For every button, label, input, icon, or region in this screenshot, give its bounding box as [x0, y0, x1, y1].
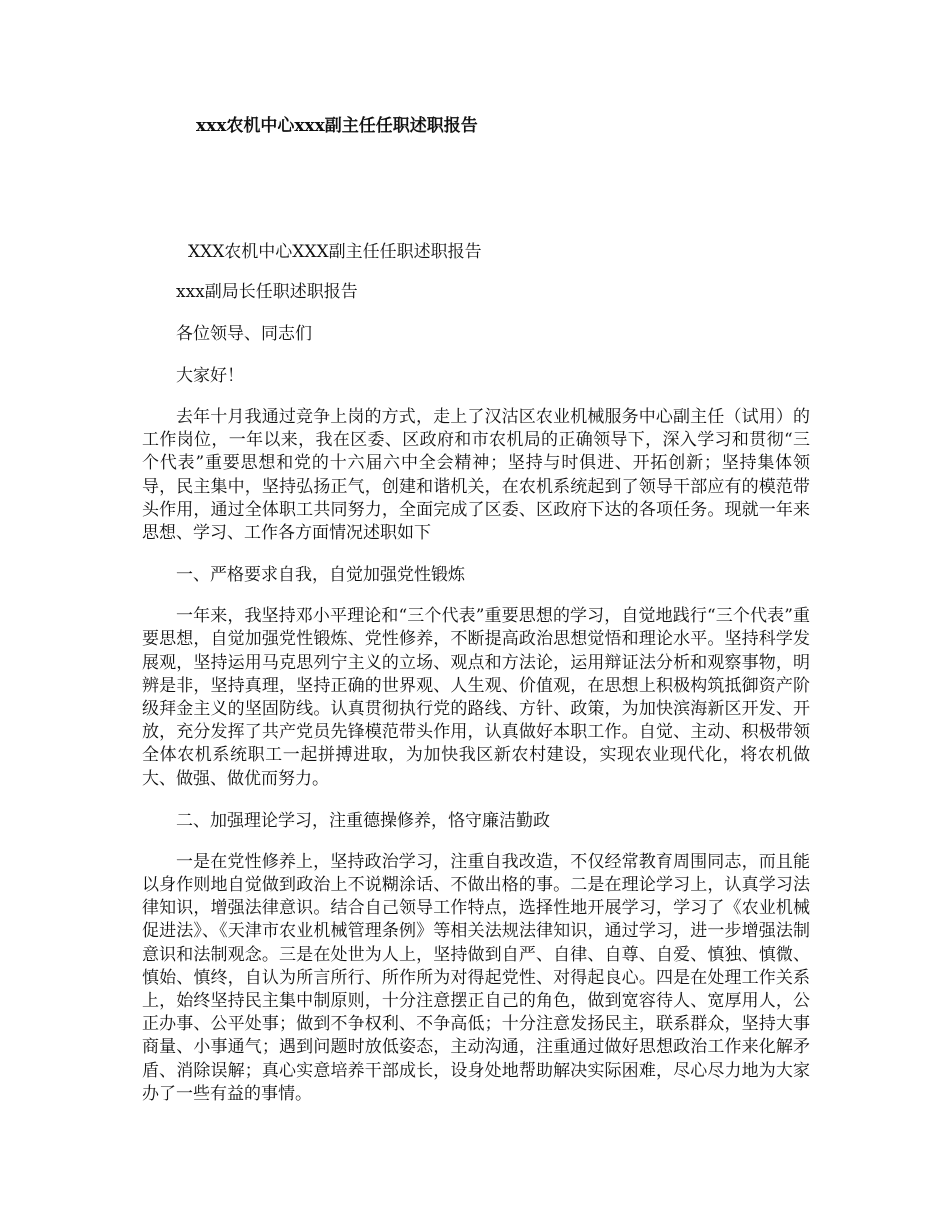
- intro-paragraph: 去年十月我通过竞争上岗的方式，走上了汉沽区农业机械服务中心副主任（试用）的工作岗位，一年以来，我在区委、区政府和市农机局的正确领导下，深入学习和贯彻“三个代表”重要思想和党的十六届六中全会精神；坚持与时俱进、开拓创新；坚持集体领导，民主集中，坚持弘扬正气，创建和谐机关，在农机系统起到了领导干部应有的模范带头作用，通过全体职工共同努力，全面完成了区委、区政府下达的各项任务。现就一年来思想、学习、工作各方面情况述职如下: [142, 407, 810, 544]
- section-heading-1: 一、严格要求自我，自觉加强党性锻炼: [176, 565, 465, 586]
- main-title: XXX农机中心XXX副主任任职述职报告: [188, 242, 482, 262]
- document-top-title: xxx农机中心xxx副主任任职述职报告: [196, 116, 478, 136]
- document-body: [142, 240, 810, 1124]
- section-heading-2: 二、加强理论学习，注重德操修养，恪守廉洁勤政: [176, 810, 550, 831]
- salutation: 各位领导、同志们: [176, 324, 312, 344]
- section-paragraph-1: 一年来，我坚持邓小平理论和“三个代表”重要思想的学习，自觉地践行“三个代表”重要思想，自觉加强党性锻炼、党性修养，不断提高政治思想觉悟和理论水平。坚持科学发展观，坚持运用马克思列宁主义的立场、观点和方法论，运用辩证法分析和观察事物，明辨是非，坚持真理，坚持正确的世界观、人生观、价值观，在思想上积极构筑抵御资产阶级拜金主义的坚固防线。认真贯彻执行党的路线、方针、政策，为加快滨海新区开发、开放，充分发挥了共产党员先锋模范带头作用，认真做好本职工作。自觉、主动、积极带领全体农机系统职工一起拼搏进取，为加快我区新农村建设，实现农业现代化，将农机做大、做强、做优而努力。: [142, 606, 810, 789]
- subtitle: xxx副局长任职述职报告: [176, 282, 358, 302]
- greeting: 大家好！: [176, 366, 244, 386]
- section-paragraph-2: 一是在党性修养上，坚持政治学习，注重自我改造，不仅经常教育周围同志，而且能以身作则地自觉做到政治上不说糊涂话、不做出格的事。二是在理论学习上，认真学习法律知识，增强法律意识。结合自己领导工作特点，选择性地开展学习，学习了《农业机械促进法》、《天津市农业机械管理条例》等相关法规法律知识，通过学习，进一步增强法制意识和法制观念。三是在处世为人上，坚持做到自严、自律、自尊、自爱、慎独、慎微、慎始、慎终，自认为所言所行、所作所为对得起党性、对得起良心。四是在处理工作关系上，始终坚持民主集中制原则，十分注意摆正自己的角色，做到宽容待人、宽厚用人，公正办事、公平处事；做到不争权利、不争高低；十分注意发扬民主，联系群众，坚持大事商量、小事通气；遇到问题时放低姿态，主动沟通，注重通过做好思想政治工作来化解矛盾、消除误解；真心实意培养干部成长，设身处地帮助解决实际困难，尽心尽力地为大家办了一些有益的事情。: [142, 851, 810, 1104]
